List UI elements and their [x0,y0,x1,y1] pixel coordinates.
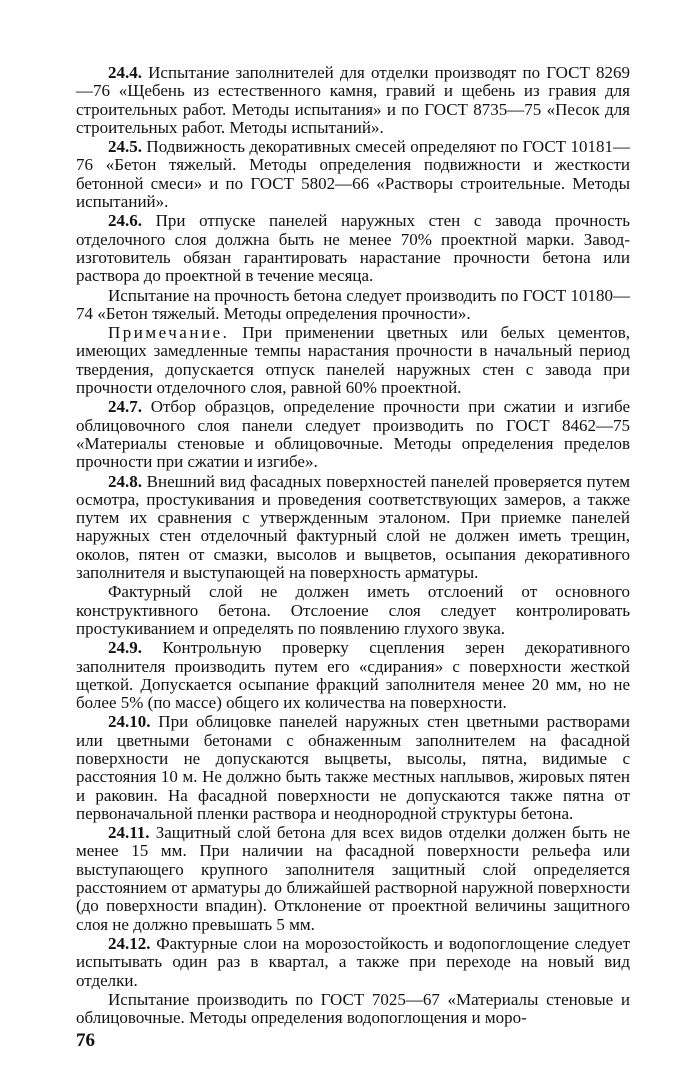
paragraph-24-6 [76,212,630,285]
clause-number: 24.4. [108,63,142,82]
paragraph-24-9 [76,639,630,712]
clause-number: 24.8. [108,471,142,491]
paragraph-24-10 [76,713,630,823]
paragraph-text: Фактурные слои на морозостойкость и водопоглощение следует испытывать один раз в квартал, а также при переходе на новый вид отделки. [76,933,630,990]
paragraph-text: При облицовке панелей наружных стен цветными растворами или цветными бетонами с обнаженным заполнителем на фасадной поверхности не допускаются выцветы, высолы, пятна, видимые с расстояния 10 м. Не должно быть также местных наплывов, жировых пятен и раковин. На фасадной поверхности не допускаются также пятна от первоначальной пленки раствора и неоднородной структуры бетона. [76,712,630,823]
paragraph-text: При отпуске панелей наружных стен с завода прочность отделочного слоя должна быть не менее 70% проектной марки. Завод-изготовитель обязан гарантировать нарастание прочности бетона или раствора до проектной в течение месяца. [76,211,630,286]
paragraph-text: Защитный слой бетона для всех видов отделки должен быть не менее 15 мм. При наличии на фасадной поверхности рельефа или выступающего крупного заполнителя защитный слой определяется расстоянием от арматуры до ближайшей растворной наружной поверхности (до поверхности впадин). Отклонение от проектной величины защитного слоя не должно превышать 5 мм. [76,823,630,934]
clause-number: 24.6. [108,211,142,231]
clause-number: 24.7. [108,397,142,417]
paragraph-texture-layer [76,583,630,638]
clause-number: 24.9. [108,638,142,658]
paragraph-text: Фактурный слой не должен иметь отслоений от основного конструктивного бетона. Отслоение слоя следует контролировать простукиванием и определять по появлению глухого звука. [76,582,630,638]
paragraph-24-5 [76,138,630,211]
body-text [76,64,630,1027]
clause-number: 24.10. [108,712,151,732]
page-number: 76 [76,1030,95,1051]
paragraph-test-method [76,991,630,1028]
paragraph-text: При применении цветных или белых цементов, имеющих замедленные темпы нарастания прочности в начальный период твердения, допускается отпуск панелей наружных стен с завода при прочности отделочного слоя, равной 60% проектной. [76,323,630,398]
clause-number: 24.5. [108,137,142,157]
paragraph-24-8 [76,473,630,583]
paragraph-24-4 [76,64,630,137]
paragraph-text: Подвижность декоративных смесей определяют по ГОСТ 10181—76 «Бетон тяжелый. Методы определения подвижности и жесткости бетонной смеси» и по ГОСТ 5802—66 «Растворы строительные. Методы испытаний». [76,137,630,212]
clause-number: 24.11. [108,823,150,843]
paragraph-text: Испытание производить по ГОСТ 7025—67 «Материалы стеновые и облицовочные. Методы определения водопоглощения и моро- [76,989,630,1028]
paragraph-text: Внешний вид фасадных поверхностей панелей проверяется путем осмотра, простукивания и проведения соответствующих замеров, а также путем их сравнения с утвержденным эталоном. При приемке панелей наружных стен отделочный фактурный слой не должен иметь трещин, околов, пятен от смазки, высолов и выцветов, осыпания декоративного заполнителя и выступающей на поверхность арматуры. [76,471,630,583]
paragraph-strength-test [76,287,630,324]
paragraph-text: Испытание на прочность бетона следует производить по ГОСТ 10180—74 «Бетон тяжелый. Методы определения прочности». [76,285,630,323]
paragraph-text: Испытание заполнителей для отделки производят по ГОСТ 8269—76 «Щебень из естественного камня, гравий и щебень из гравия для строительных работ. Методы испытания» и по ГОСТ 8735—75 «Песок для строительных работ. Методы испытаний». [76,63,630,137]
clause-number: 24.12. [108,933,151,953]
paragraph-text: Отбор образцов, определение прочности при сжатии и изгибе облицовочного слоя панели следует производить по ГОСТ 8462—75 «Материалы стеновые и облицовочные. Методы определения пределов прочности при сжатии и изгибе». [76,397,630,472]
paragraph-24-7 [76,398,630,471]
paragraph-24-11 [76,824,630,934]
paragraph-24-12 [76,935,630,990]
note-label: Примечание. [108,323,230,343]
note-paragraph [76,324,630,397]
paragraph-text: Контрольную проверку сцепления зерен декоративного заполнителя производить путем его «сдирания» с поверхности жесткой щеткой. Допускается осыпание фракций заполнителя менее 20 мм, но не более 5% (по массе) общего их количества на поверхности. [76,638,630,713]
